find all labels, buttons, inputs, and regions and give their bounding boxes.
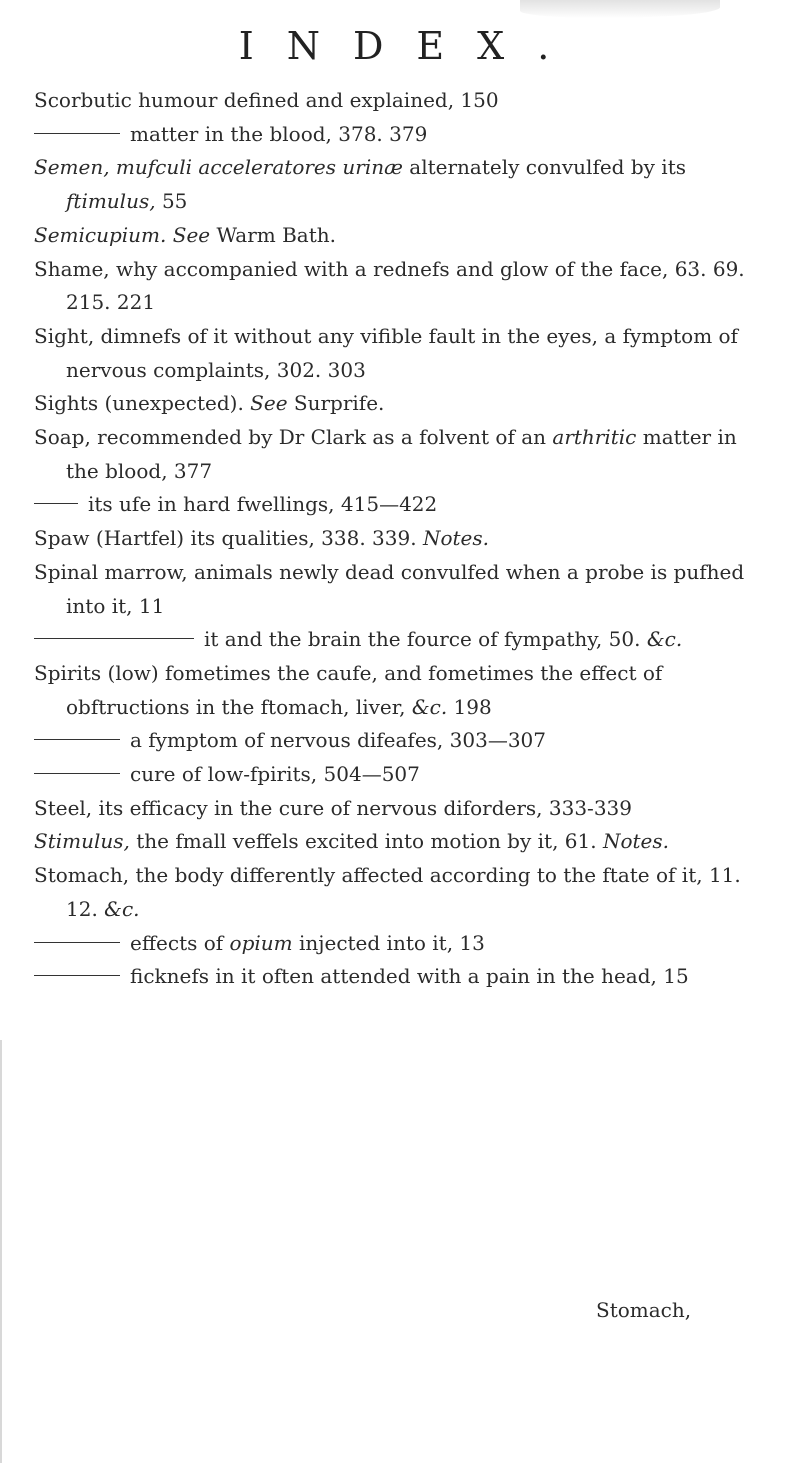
entry-text: a fymptom of nervous difeafes, 303—307 (130, 728, 546, 753)
entry-text: the fmall veffels excited into motion by it, 61. (129, 829, 603, 854)
entry-text: its ufe in hard fwellings, 415—422 (88, 492, 438, 517)
entry-text: it and the brain the fource of fympathy, 50. (204, 627, 647, 652)
entry-text: &c. (411, 694, 448, 719)
entry-text: Spirits (low) fometimes the caufe, and fometimes the effect of obftructions in the ftomach, liver, (34, 660, 663, 719)
page-edge (0, 1040, 2, 1463)
entry-text: Stimulus, (34, 829, 130, 854)
index-entry (34, 825, 774, 859)
entry-text: &c. (646, 627, 683, 652)
index-entry (34, 421, 774, 488)
entry-text: cure of low-fpirits, 504—507 (130, 762, 420, 787)
index-entry (34, 792, 774, 826)
entry-text: matter in the blood, 378. 379 (130, 121, 428, 146)
entry-text: 198 (447, 694, 492, 719)
entry-text: Steel, its efficacy in the cure of nervous diforders, 333-339 (34, 795, 632, 820)
entry-text: injected into it, 13 (292, 930, 485, 955)
entry-text: See (250, 391, 288, 416)
index-entry (34, 556, 774, 623)
entry-text: Sight, dimnefs of it without any vifible fault in the eyes, a fymptom of nervous complaints, 302. 303 (34, 323, 738, 382)
ditto-dash (34, 942, 120, 943)
entry-text: &c. (104, 896, 140, 921)
index-entry (34, 387, 774, 421)
index-entries (34, 84, 774, 994)
entry-text: Surprife. (287, 391, 385, 416)
index-entry (34, 623, 774, 657)
entry-text: effects of (130, 930, 230, 955)
entry-text: 55 (155, 189, 188, 214)
entry-text: ftimulus, (66, 189, 156, 214)
index-entry (34, 859, 774, 926)
index-entry (34, 758, 774, 792)
entry-text: Semen, mufculi acceleratores urinæ (34, 155, 403, 180)
entry-text: Shame, why accompanied with a rednefs and glow of the face, 63. 69. 215. 221 (34, 256, 745, 315)
ditto-dash (34, 503, 78, 504)
entry-text: Notes. (602, 829, 669, 854)
index-entry (34, 960, 774, 994)
entry-text: Warm Bath. (210, 222, 337, 247)
entry-text: Notes. (422, 526, 489, 551)
ditto-dash (34, 975, 120, 976)
index-entry (34, 522, 774, 556)
entry-text: Spinal marrow, animals newly dead convulfed when a probe is pufhed into it, 11 (34, 559, 745, 618)
entry-text: Sights (unexpected). (34, 391, 251, 416)
ditto-dash (34, 773, 120, 774)
entry-text: See (172, 222, 211, 247)
catchword: Stomach, (596, 1298, 692, 1322)
index-entry (34, 927, 774, 961)
entry-text: alternately convulfed by its (402, 155, 687, 180)
entry-text: opium (229, 930, 293, 955)
index-entry (34, 151, 774, 218)
index-entry (34, 657, 774, 724)
index-entry (34, 118, 774, 152)
entry-text: arthritic (552, 425, 637, 450)
index-entry (34, 724, 774, 758)
ditto-dash (34, 638, 194, 639)
entry-text: Spaw (Hartfel) its qualities, 338. 339. (34, 526, 423, 551)
index-entry (34, 219, 774, 253)
entry-text: Soap, recommended by Dr Clark as a folvent of an (34, 425, 553, 450)
index-entry (34, 84, 774, 118)
page-title: INDEX. (238, 24, 583, 68)
entry-text: ficknefs in it often attended with a pain in the head, 15 (130, 964, 689, 989)
entry-text: Stomach, the body differently affected according to the ftate of it, 11. 12. (34, 863, 741, 921)
entry-text: Scorbutic humour defined and explained, 150 (34, 88, 499, 112)
ditto-dash (34, 739, 120, 740)
page-smudge (520, 0, 720, 18)
entry-text: Semicupium. (34, 222, 167, 247)
index-entry (34, 253, 774, 320)
index-entry (34, 488, 774, 522)
index-entry (34, 320, 774, 387)
ditto-dash (34, 133, 120, 134)
entry-text: matter in the blood, 377 (66, 425, 737, 483)
